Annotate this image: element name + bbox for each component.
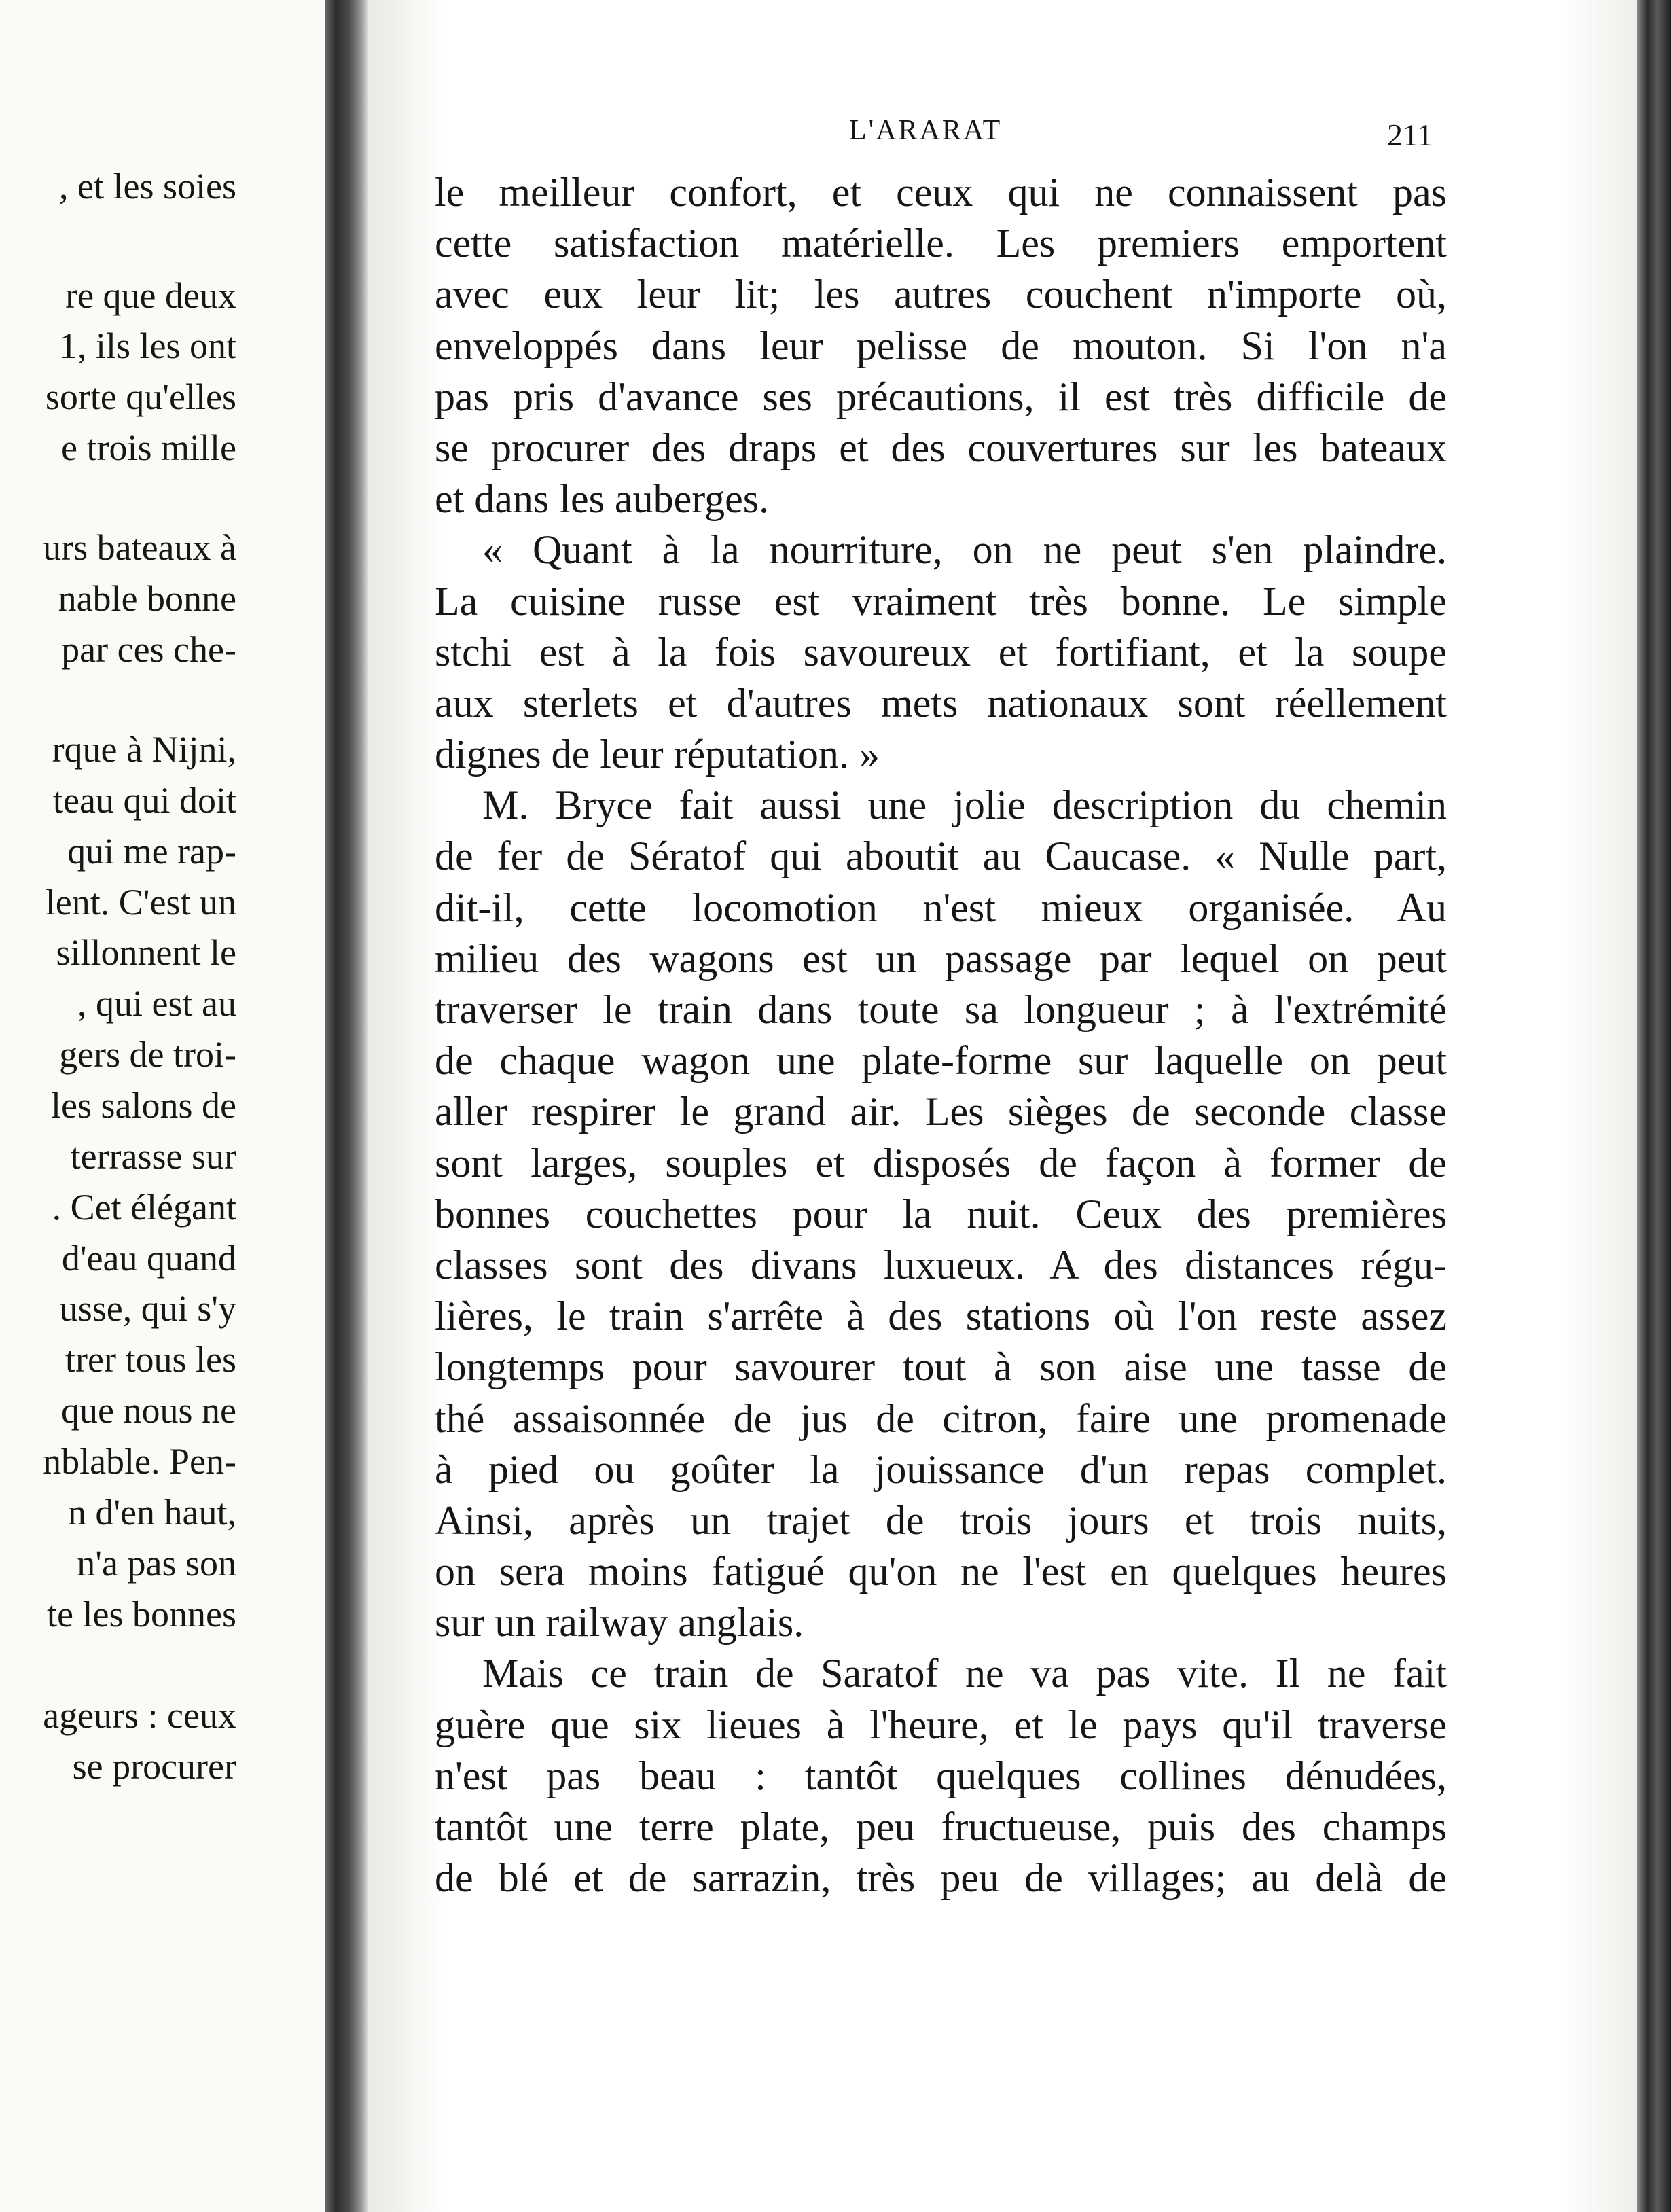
body-text (435, 167, 1447, 1904)
left-page-line: terrasse sur (70, 1136, 236, 1177)
text-line: La cuisine russe est vraiment très bonne. Le simple (435, 578, 1447, 624)
left-page-line: d'eau quand (61, 1238, 236, 1279)
text-line: à pied ou goûter la jouissance d'un repas complet. (435, 1446, 1447, 1492)
left-page-line: nblable. Pen- (43, 1441, 236, 1482)
text-line: sont larges, souples et disposés de façon à former de (435, 1140, 1447, 1185)
text-line: n'est pas beau : tantôt quelques collines dénudées, (435, 1753, 1447, 1798)
left-page-line: 1, ils les ont (58, 325, 236, 366)
left-page-line: , qui est au (77, 983, 236, 1024)
left-page (0, 0, 325, 2212)
left-page-line: les salons de (51, 1085, 236, 1126)
book-gutter (325, 0, 368, 2212)
left-page-line: qui me rap- (67, 831, 236, 872)
left-page-line: n d'en haut, (67, 1492, 236, 1533)
text-line: de chaque wagon une plate-forme sur laquelle on peut (435, 1038, 1447, 1084)
text-line: se procurer des draps et des couvertures sur les bateaux (435, 425, 1447, 470)
text-line: cette satisfaction matérielle. Les premiers emportent (435, 221, 1447, 266)
page-number: 211 (1387, 118, 1433, 152)
page-edge (1637, 0, 1671, 2212)
left-page-line: rque à Nijni, (52, 729, 236, 770)
left-page-line: , et les soies (59, 166, 236, 207)
left-page-line: nable bonne (58, 578, 236, 619)
text-line: classes sont des divans luxueux. A des distances régu- (435, 1242, 1447, 1287)
left-page-line: que nous ne (61, 1390, 236, 1431)
text-line: aux sterlets et d'autres mets nationaux sont réellement (435, 680, 1447, 726)
left-page-line: urs bateaux à (43, 527, 236, 568)
text-line: tantôt une terre plate, peu fructueuse, puis des champs (435, 1804, 1447, 1849)
text-line: « Quant à la nourriture, on ne peut s'en plaindre. (482, 527, 1447, 573)
text-line: dit-il, cette locomotion n'est mieux organisée. Au (435, 885, 1447, 930)
left-page-line: sillonnent le (56, 932, 236, 973)
text-line: sur un railway anglais. (435, 1600, 804, 1645)
left-page-line: trer tous les (65, 1339, 236, 1380)
left-page-line: teau qui doit (53, 780, 236, 821)
left-page-line: ageurs : ceux (43, 1695, 236, 1736)
left-page-line: se procurer (72, 1746, 236, 1787)
text-line: thé assaisonnée de jus de citron, faire une promenade (435, 1395, 1447, 1441)
text-line: Mais ce train de Saratof ne va pas vite. Il ne fait (482, 1651, 1447, 1696)
left-page-line: . Cet élégant (52, 1187, 236, 1228)
left-page-line: re que deux (65, 275, 236, 316)
left-page-line: e trois mille (61, 427, 236, 468)
text-line: le meilleur confort, et ceux qui ne connaissent pas (435, 170, 1447, 215)
text-line: guère que six lieues à l'heure, et le pays qu'il traverse (435, 1702, 1447, 1747)
text-line: et dans les auberges. (435, 476, 770, 522)
text-line: stchi est à la fois savoureux et fortifiant, et la soupe (435, 629, 1447, 675)
left-page-line: lent. C'est un (45, 882, 236, 923)
left-page-line: par ces che- (61, 629, 236, 670)
text-line: enveloppés dans leur pelisse de mouton. Si l'on n'a (435, 323, 1447, 368)
left-page-line: te les bonnes (47, 1594, 236, 1635)
text-line: dignes de leur réputation. » (435, 732, 880, 777)
running-head: L'ARARAT (849, 115, 1003, 146)
left-page-line: usse, qui s'y (59, 1288, 236, 1329)
text-line: milieu des wagons est un passage par lequel on peut (435, 935, 1447, 981)
left-page-line: gers de troi- (59, 1034, 236, 1075)
text-line: de fer de Sératof qui aboutit au Caucase. « Nulle part, (435, 834, 1447, 879)
text-line: Ainsi, après un trajet de trois jours et trois nuits, (435, 1497, 1447, 1543)
text-line: lières, le train s'arrête à des stations où l'on reste assez (435, 1294, 1447, 1339)
text-line: aller respirer le grand air. Les sièges de seconde classe (435, 1089, 1447, 1135)
left-page-line: n'a pas son (77, 1543, 236, 1584)
text-line: de blé et de sarrazin, très peu de villages; au delà de (435, 1855, 1447, 1901)
text-line: M. Bryce fait aussi une jolie description du chemin (482, 783, 1447, 828)
text-line: on sera moins fatigué qu'on ne l'est en quelques heures (435, 1549, 1447, 1594)
text-line: bonnes couchettes pour la nuit. Ceux des premières (435, 1191, 1447, 1236)
text-line: traverser le train dans toute sa longueur ; à l'extrémité (435, 987, 1447, 1032)
text-line: pas pris d'avance ses précautions, il est très difficile de (435, 374, 1447, 419)
text-line: avec eux leur lit; les autres couchent n'importe où, (435, 272, 1447, 317)
text-line: longtemps pour savourer tout à son aise une tasse de (435, 1344, 1447, 1390)
left-page-line: sorte qu'elles (45, 376, 236, 417)
